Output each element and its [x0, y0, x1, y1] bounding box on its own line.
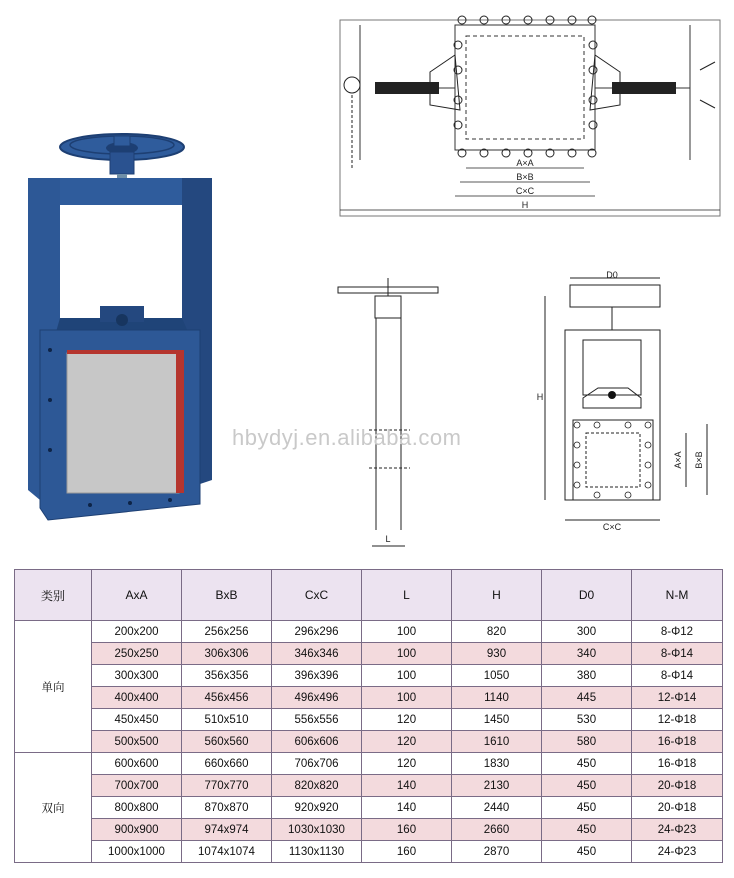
cell-axa: 200x200 — [92, 621, 182, 643]
table-row — [15, 841, 723, 863]
cell-d0: 450 — [542, 753, 632, 775]
cell-l: 100 — [362, 665, 452, 687]
cell-bxb: 770x770 — [182, 775, 272, 797]
dim-d0-front: D0 — [606, 270, 618, 280]
cell-d0: 530 — [542, 709, 632, 731]
cell-h: 930 — [452, 643, 542, 665]
cell-h: 1140 — [452, 687, 542, 709]
table-row — [15, 687, 723, 709]
table-row — [15, 643, 723, 665]
cell-cxc: 396x396 — [272, 665, 362, 687]
cell-axa: 1000x1000 — [92, 841, 182, 863]
table-row — [15, 753, 723, 775]
header-l: L — [362, 570, 452, 621]
cell-axa: 450x450 — [92, 709, 182, 731]
header-cxc: CxC — [272, 570, 362, 621]
cell-nm: 8-Φ14 — [632, 643, 723, 665]
cell-bxb: 870x870 — [182, 797, 272, 819]
cell-l: 120 — [362, 731, 452, 753]
cell-bxb: 306x306 — [182, 643, 272, 665]
cell-l: 120 — [362, 709, 452, 731]
dim-cxc-front: C×C — [602, 522, 622, 532]
category-one-way: 单向 — [15, 621, 92, 753]
table-row — [15, 731, 723, 753]
cell-cxc: 920x920 — [272, 797, 362, 819]
cell-d0: 445 — [542, 687, 632, 709]
cell-nm: 20-Φ18 — [632, 797, 723, 819]
table-header-row — [15, 570, 723, 621]
cell-d0: 340 — [542, 643, 632, 665]
dim-bxb-front: B×B — [694, 451, 704, 469]
dim-h-top: H — [521, 200, 529, 210]
cell-l: 160 — [362, 841, 452, 863]
category-two-way: 双向 — [15, 753, 92, 863]
cell-d0: 580 — [542, 731, 632, 753]
watermark-text: hbydyj.en.alibaba.com — [232, 425, 462, 450]
cell-nm: 16-Φ18 — [632, 753, 723, 775]
cell-l: 140 — [362, 775, 452, 797]
cell-d0: 450 — [542, 775, 632, 797]
dim-l-side: L — [385, 534, 391, 544]
cell-cxc: 496x496 — [272, 687, 362, 709]
cell-bxb: 456x456 — [182, 687, 272, 709]
cell-bxb: 560x560 — [182, 731, 272, 753]
cell-nm: 8-Φ12 — [632, 621, 723, 643]
cell-axa: 400x400 — [92, 687, 182, 709]
cell-h: 820 — [452, 621, 542, 643]
cell-h: 2440 — [452, 797, 542, 819]
cell-bxb: 356x356 — [182, 665, 272, 687]
cell-h: 2130 — [452, 775, 542, 797]
cell-l: 140 — [362, 797, 452, 819]
cell-bxb: 510x510 — [182, 709, 272, 731]
cell-l: 120 — [362, 753, 452, 775]
cell-nm: 20-Φ18 — [632, 775, 723, 797]
cell-cxc: 1030x1030 — [272, 819, 362, 841]
cell-cxc: 556x556 — [272, 709, 362, 731]
spindle — [117, 174, 127, 322]
cell-nm: 8-Φ14 — [632, 665, 723, 687]
cell-cxc: 346x346 — [272, 643, 362, 665]
dim-bxb-top: B×B — [516, 172, 534, 182]
cell-bxb: 660x660 — [182, 753, 272, 775]
cell-axa: 700x700 — [92, 775, 182, 797]
header-axa: AxA — [92, 570, 182, 621]
cell-d0: 450 — [542, 841, 632, 863]
cell-h: 1610 — [452, 731, 542, 753]
valve-frame — [28, 178, 212, 520]
header-category: 类别 — [15, 570, 92, 621]
cell-nm: 12-Φ14 — [632, 687, 723, 709]
table-row — [15, 797, 723, 819]
dim-axa-top: A×A — [516, 158, 534, 168]
cell-l: 160 — [362, 819, 452, 841]
header-bxb: BxB — [182, 570, 272, 621]
cell-cxc: 706x706 — [272, 753, 362, 775]
cell-l: 100 — [362, 621, 452, 643]
table-row — [15, 775, 723, 797]
cell-cxc: 606x606 — [272, 731, 362, 753]
cell-axa: 900x900 — [92, 819, 182, 841]
cell-h: 1830 — [452, 753, 542, 775]
dim-h-front: H — [536, 392, 544, 402]
cell-nm: 12-Φ18 — [632, 709, 723, 731]
cell-d0: 300 — [542, 621, 632, 643]
cell-l: 100 — [362, 643, 452, 665]
table-row — [15, 665, 723, 687]
spec-table — [14, 569, 723, 863]
header-d0: D0 — [542, 570, 632, 621]
dim-axa-front: A×A — [673, 451, 683, 469]
cell-axa: 500x500 — [92, 731, 182, 753]
handwheel — [60, 134, 184, 174]
cell-l: 100 — [362, 687, 452, 709]
cell-cxc: 1130x1130 — [272, 841, 362, 863]
cell-axa: 250x250 — [92, 643, 182, 665]
cell-d0: 450 — [542, 819, 632, 841]
cell-bxb: 256x256 — [182, 621, 272, 643]
table-row — [15, 819, 723, 841]
cell-nm: 16-Φ18 — [632, 731, 723, 753]
cell-nm: 24-Φ23 — [632, 841, 723, 863]
cell-h: 1050 — [452, 665, 542, 687]
table-row — [15, 621, 723, 643]
cell-h: 1450 — [452, 709, 542, 731]
cell-cxc: 820x820 — [272, 775, 362, 797]
cell-bxb: 974x974 — [182, 819, 272, 841]
cell-d0: 380 — [542, 665, 632, 687]
cell-h: 2660 — [452, 819, 542, 841]
cell-axa: 300x300 — [92, 665, 182, 687]
cell-axa: 600x600 — [92, 753, 182, 775]
cell-bxb: 1074x1074 — [182, 841, 272, 863]
table-row — [15, 709, 723, 731]
cell-nm: 24-Φ23 — [632, 819, 723, 841]
header-nm: N-M — [632, 570, 723, 621]
cell-d0: 450 — [542, 797, 632, 819]
header-h: H — [452, 570, 542, 621]
cell-h: 2870 — [452, 841, 542, 863]
dim-cxc-top: C×C — [515, 186, 535, 196]
cell-axa: 800x800 — [92, 797, 182, 819]
cell-cxc: 296x296 — [272, 621, 362, 643]
